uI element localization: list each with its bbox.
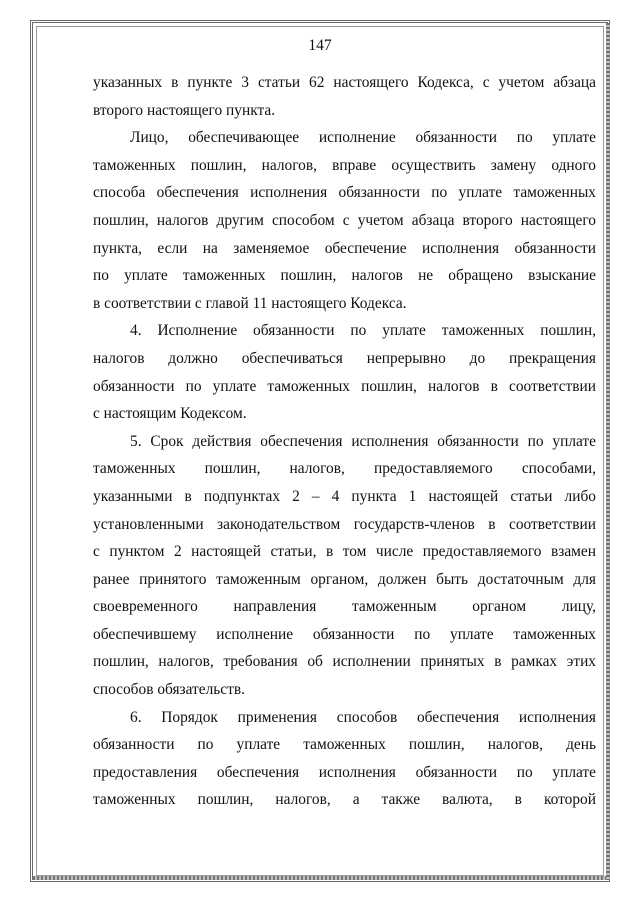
- text-line: таможенных пошлин, налогов, вправе осуществить замену одного: [93, 156, 596, 174]
- page-border-shadow-bottom: [33, 876, 610, 880]
- text-line: способа обеспечения исполнения обязанности по уплате таможенных: [93, 184, 596, 202]
- text-line: указанных в пункте 3 статьи 62 настоящего Кодекса, с учетом абзаца: [93, 74, 596, 91]
- text-line: пошлин, налогов другим способом с учетом абзаца второго настоящего: [93, 211, 596, 229]
- text-line: предоставления обеспечения исполнения обязанности по уплате: [93, 763, 596, 781]
- text-line: налогов должно обеспечиваться непрерывно до прекращения: [93, 349, 596, 367]
- text-line: ранее принятого таможенным органом, должен быть достаточным для: [93, 570, 596, 588]
- text-line: указанными в подпунктах 2 – 4 пункта 1 настоящей статьи либо: [93, 487, 596, 505]
- text-line: установленными законодательством государств-членов в соответствии: [93, 515, 596, 533]
- text-line: таможенных пошлин, налогов, а также валюта, в которой: [93, 791, 596, 809]
- text-line: обеспечившему исполнение обязанности по уплате таможенных: [93, 625, 596, 643]
- text-line: пошлин, налогов, требования об исполнении принятых в рамках этих: [93, 653, 596, 671]
- text-line: с пунктом 2 настоящей статьи, в том числе предоставляемого взамен: [93, 543, 596, 561]
- page-number: 147: [308, 37, 332, 54]
- text-line: Лицо, обеспечивающее исполнение обязанности по уплате: [130, 129, 596, 147]
- paragraph-2: [93, 124, 596, 317]
- text-line: 6. Порядок применения способов обеспечения исполнения: [130, 708, 596, 726]
- text-line: способов обязательств.: [93, 681, 245, 699]
- text-line: таможенных пошлин, налогов, предоставляемого способами,: [93, 460, 596, 478]
- text-line: в соответствии с главой 11 настоящего Кодекса.: [93, 294, 407, 312]
- text-line: обязанности по уплате таможенных пошлин, налогов, день: [93, 736, 596, 754]
- paragraph-3: [93, 317, 596, 427]
- text-line: 4. Исполнение обязанности по уплате таможенных пошлин,: [130, 322, 596, 340]
- paragraph-1: [93, 69, 596, 124]
- text-line: второго настоящего пункта.: [93, 101, 276, 119]
- text-line: пункта, если на заменяемое обеспечение исполнения обязанности: [93, 239, 596, 257]
- text-line: своевременного направления таможенным органом лицу,: [93, 598, 596, 616]
- text-line: 5. Срок действия обеспечения исполнения обязанности по уплате: [130, 432, 596, 450]
- text-line: с настоящим Кодексом.: [93, 405, 247, 423]
- document-body: [93, 69, 596, 814]
- page-border-shadow-right: [606, 23, 610, 880]
- paragraph-4: [93, 428, 596, 704]
- text-line: по уплате таможенных пошлин, налогов не обращено взыскание: [93, 267, 596, 285]
- text-line: обязанности по уплате таможенных пошлин, налогов в соответствии: [93, 377, 596, 395]
- paragraph-5: [93, 704, 596, 814]
